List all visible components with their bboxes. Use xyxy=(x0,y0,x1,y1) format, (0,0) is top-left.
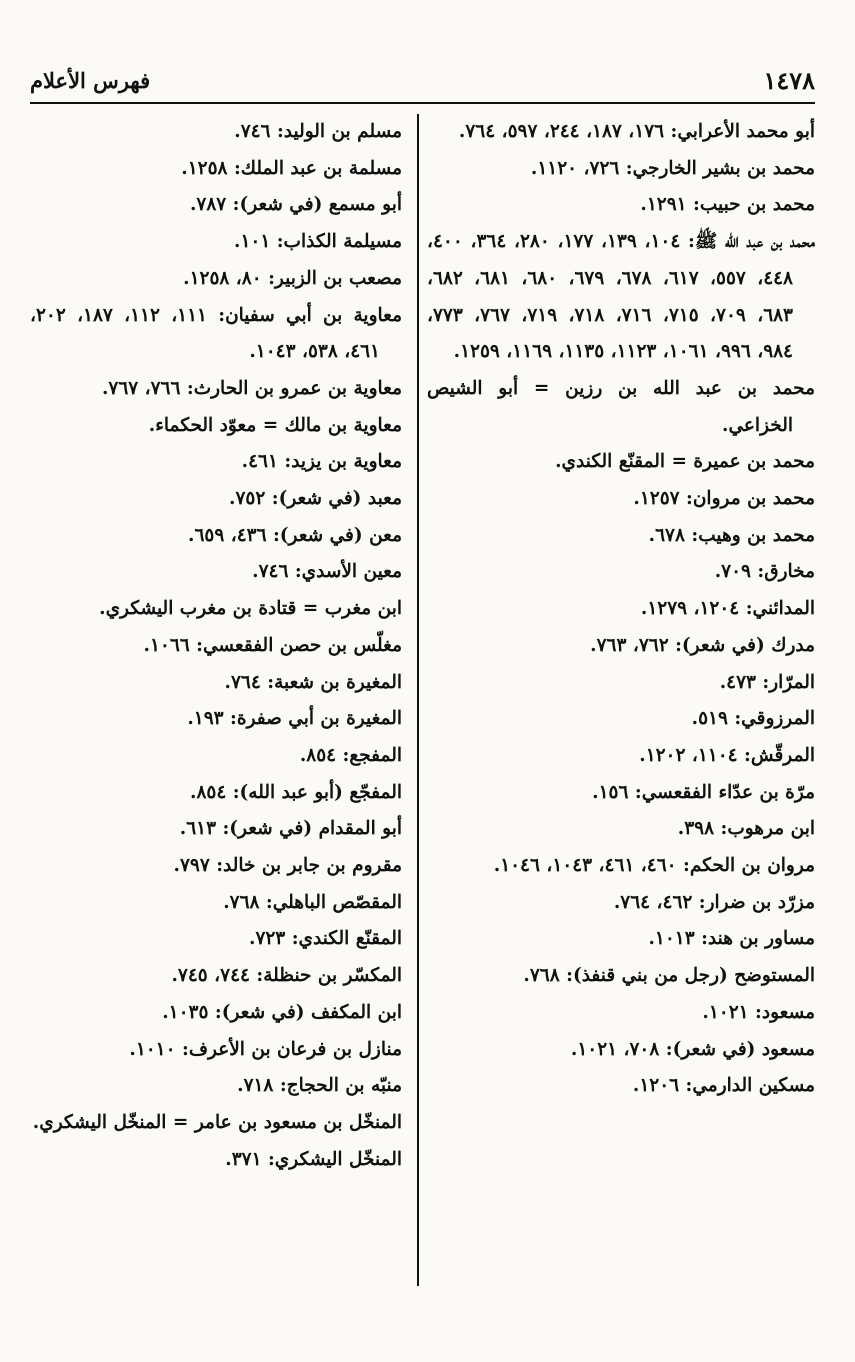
index-entry: المرقّش: ١١٠٤، ١٢٠٢. xyxy=(639,744,815,766)
index-entry: مسعود (في شعر): ٧٠٨، ١٠٢١. xyxy=(570,1038,815,1060)
index-entry: معاوية بن أبي سفيان: ١١١، ١١٢، ١٨٧، ٢٠٢، ٤٦١، ٥٣٨، ١٠٤٣. xyxy=(30,304,402,363)
index-entry: مساور بن هند: ١٠١٣. xyxy=(648,928,815,950)
index-entry: معين الأسدي: ٧٤٦. xyxy=(252,561,402,583)
index-entry: مدرك (في شعر): ٧٦٢، ٧٦٣. xyxy=(590,634,815,656)
index-entry: أبو مسمع (في شعر): ٧٨٧. xyxy=(189,194,402,216)
index-entry: مسيلمة الكذاب: ١٠١. xyxy=(234,231,402,253)
index-entry: معاوية بن عمرو بن الحارث: ٧٦٦، ٧٦٧. xyxy=(101,377,402,399)
index-entry: معاوية بن مالك = معوّد الحكماء. xyxy=(148,414,402,436)
index-column-left xyxy=(30,114,402,1178)
index-entry: منبّه بن الحجاج: ٧١٨. xyxy=(237,1075,402,1097)
index-entry: المقصّص الباهلي: ٧٦٨. xyxy=(223,891,402,913)
index-entry: مسلمة بن عبد الملك: ١٢٥٨. xyxy=(181,157,402,179)
index-entry: مرّة بن عدّاء الفقعسي: ١٥٦. xyxy=(592,781,815,803)
index-entry: محمد بن عبد الله ﷺ: ١٠٤، ١٣٩، ١٧٧، ٢٨٠، ٣٦٤، ٤٠٠، ٤٤٨، ٥٥٧، ٦١٧، ٦٧٨، ٦٧٩، ٦٨٠، ٦٨١، ٦٨٢، ٦٨٣، ٧٠٩، ٧١٥، ٧١٦، ٧١٨، ٧١٩، ٧٦٧، ٧٧٣، ٩٨٤، ٩٩٦، ١٠٦١، ١١٢٣، ١١٣٥، ١١٦٩، ١٢٥٩. xyxy=(427,231,815,363)
index-entry: مروان بن الحكم: ٤٦٠، ٤٦١، ١٠٤٣، ١٠٤٦. xyxy=(493,855,815,877)
index-entry: مصعب بن الزبير: ٨٠، ١٢٥٨. xyxy=(183,267,402,289)
index-entry: المغيرة بن أبي صفرة: ١٩٣. xyxy=(187,708,402,730)
index-entry: معن (في شعر): ٤٣٦، ٦٥٩. xyxy=(188,524,402,546)
index-entry: مقروم بن جابر بن خالد: ٧٩٧. xyxy=(173,855,402,877)
index-entry: معاوية بن يزيد: ٤٦١. xyxy=(241,451,402,473)
index-entry: محمد بن وهيب: ٦٧٨. xyxy=(648,524,815,546)
index-entry: المنخّل بن مسعود بن عامر = المنخّل اليشكري. xyxy=(32,1111,402,1133)
index-entry: محمد بن عميرة = المقنّع الكندي. xyxy=(555,451,815,473)
index-entry: مزرّد بن ضرار: ٤٦٢، ٧٦٤. xyxy=(613,891,815,913)
index-entry: المكسّر بن حنظلة: ٧٤٤، ٧٤٥. xyxy=(171,965,402,987)
index-entry: ابن مرهوب: ٣٩٨. xyxy=(677,818,815,840)
index-entry: المرّار: ٤٧٣. xyxy=(719,671,815,693)
index-entry: أبو محمد الأعرابي: ١٧٦، ١٨٧، ٢٤٤، ٥٩٧، ٧٦٤. xyxy=(458,121,815,142)
index-entry: ابن مغرب = قتادة بن مغرب اليشكري. xyxy=(99,598,402,620)
index-entry: المفجّع (أبو عبد الله): ٨٥٤. xyxy=(190,781,402,803)
index-entry: مغلّس بن حصن الفقعسي: ١٠٦٦. xyxy=(143,634,402,656)
index-entry: أبو المقدام (في شعر): ٦١٣. xyxy=(179,818,402,840)
index-entry: منازل بن فرعان بن الأعرف: ١٠١٠. xyxy=(129,1038,402,1060)
index-entry: معبد (في شعر): ٧٥٢. xyxy=(229,488,402,510)
index-entry: المرزوقي: ٥١٩. xyxy=(691,708,815,730)
column-divider xyxy=(417,114,419,1286)
running-title: فهرس الأعلام xyxy=(30,67,151,93)
page-header xyxy=(30,58,815,104)
index-entry: مسكين الدارمي: ١٢٠٦. xyxy=(632,1075,815,1097)
index-entry: المقنّع الكندي: ٧٢٣. xyxy=(248,928,402,950)
index-entry: محمد بن حبيب: ١٢٩١. xyxy=(640,194,815,216)
index-column-right xyxy=(427,114,815,1105)
index-entry: المدائني: ١٢٠٤، ١٢٧٩. xyxy=(640,598,815,620)
index-entry: محمد بن عبد الله بن رزين = أبو الشيص الخزاعي. xyxy=(427,377,815,436)
index-entry: المغيرة بن شعبة: ٧٦٤. xyxy=(224,671,402,693)
index-entry: مخارق: ٧٠٩. xyxy=(714,561,815,583)
index-entry: المفجع: ٨٥٤. xyxy=(299,744,402,766)
index-entry: محمد بن مروان: ١٢٥٧. xyxy=(633,488,815,510)
index-entry: ابن المكفف (في شعر): ١٠٣٥. xyxy=(162,1001,402,1023)
index-entry: المنخّل اليشكري: ٣٧١. xyxy=(225,1148,402,1170)
index-entry: محمد بن بشير الخارجي: ٧٢٦، ١١٢٠. xyxy=(530,157,815,179)
index-entry: مسلم بن الوليد: ٧٤٦. xyxy=(234,121,402,142)
index-entry: مسعود: ١٠٢١. xyxy=(702,1001,815,1023)
page-number: ١٤٧٨ xyxy=(763,65,815,95)
index-entry: المستوضح (رجل من بني قنفذ): ٧٦٨. xyxy=(523,965,815,987)
